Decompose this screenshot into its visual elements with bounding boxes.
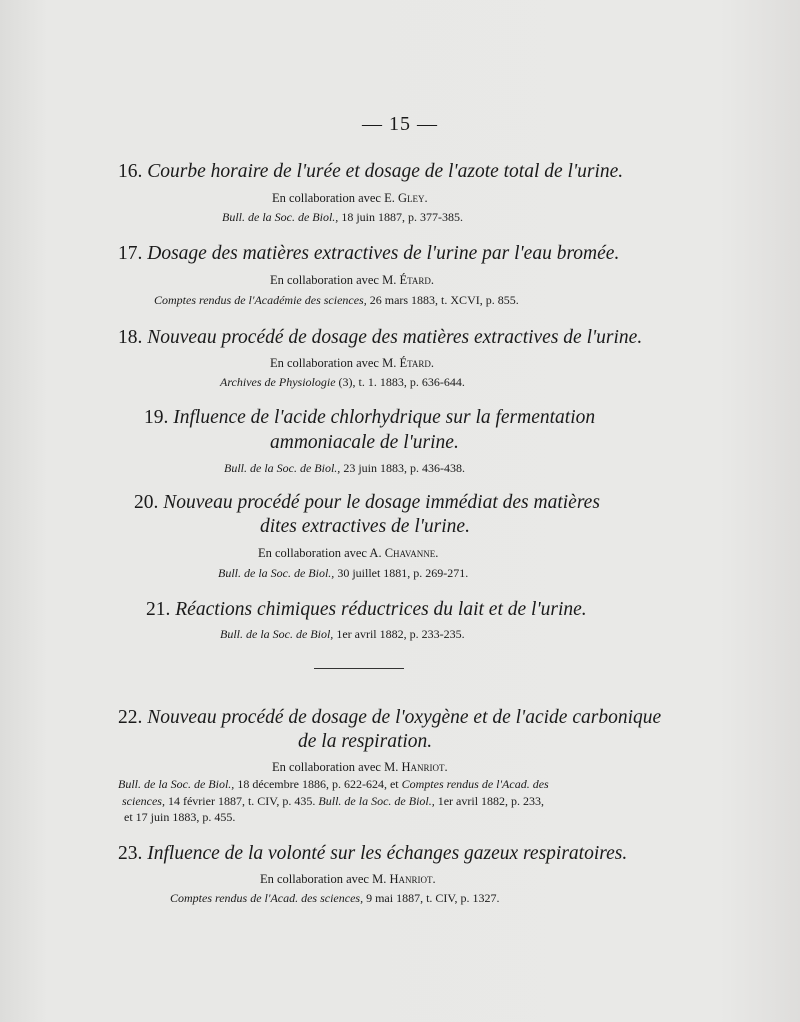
reference-line	[222, 210, 463, 225]
entry-title	[134, 491, 600, 515]
collaboration-prefix: En collaboration avec M.	[270, 273, 397, 287]
journal-name: Bull. de la Soc. de Biol.,	[224, 461, 341, 475]
reference-details: 1er avril 1882, p. 233-235.	[336, 627, 465, 641]
entry-title	[118, 842, 627, 866]
entry-title-continued: dites extractives de l'urine.	[260, 516, 470, 537]
reference-details: 18 décembre 1886, p. 622-624, et	[237, 777, 399, 791]
reference-line	[220, 375, 465, 390]
journal-name: Bull. de la Soc. de Biol.,	[118, 777, 235, 791]
reference-details: 23 juin 1883, p. 436-438.	[343, 461, 465, 475]
reference-block	[118, 776, 618, 826]
collaboration-line	[272, 191, 428, 206]
journal-name: Bull. de la Soc. de Biol.,	[222, 210, 339, 224]
collaboration-prefix: En collaboration avec M.	[270, 356, 397, 370]
collaboration-prefix: En collaboration avec E.	[272, 191, 395, 205]
journal-name: sciences,	[122, 793, 165, 808]
entry-title	[118, 706, 661, 730]
collaborator-name: Étard.	[399, 273, 435, 287]
collaboration-prefix: En collaboration avec M.	[272, 760, 399, 774]
reference-line-2	[118, 793, 618, 810]
collaborator-name: Hanriot.	[389, 872, 436, 886]
reference-details: (3), t. 1. 1883, p. 636-644.	[338, 375, 465, 389]
reference-details: 26 mars 1883, t. XCVI, p. 855.	[369, 293, 519, 307]
entry-title-text: Nouveau procédé de dosage de l'oxygène et de l'acide carbonique	[147, 707, 662, 728]
entry-number: 19.	[144, 407, 169, 428]
entry-title-text: Nouveau procédé pour le dosage immédiat des matières	[163, 492, 600, 513]
entry-title	[144, 406, 595, 430]
entry-number: 18.	[118, 327, 143, 348]
journal-name: Bull. de la Soc. de Biol.,	[218, 566, 335, 580]
entry-title-continued: ammoniacale de l'urine.	[270, 432, 459, 453]
collaboration-line	[272, 760, 448, 775]
reference-details: 18 juin 1887, p. 377-385.	[341, 210, 463, 224]
journal-name: Bull. de la Soc. de Biol,	[220, 627, 334, 641]
reference-line	[224, 461, 465, 476]
collaborator-name: Chavanne.	[384, 546, 439, 560]
collaboration-prefix: En collaboration avec M.	[260, 872, 387, 886]
reference-line-3: et 17 juin 1883, p. 455.	[124, 810, 236, 824]
collaboration-line	[258, 546, 438, 561]
page-number: — 15 —	[362, 113, 438, 135]
reference-line	[154, 293, 519, 308]
collaborator-name: Étard.	[399, 356, 435, 370]
section-divider	[314, 668, 404, 669]
reference-details: 30 juillet 1881, p. 269-271.	[337, 566, 469, 580]
entry-title	[146, 598, 587, 622]
collaborator-name: Gley.	[398, 191, 428, 205]
entry-title-text: Influence de l'acide chlorhydrique sur la fermentation	[173, 407, 596, 428]
entry-title-text: Nouveau procédé de dosage des matières extractives de l'urine.	[147, 327, 643, 348]
collaboration-line	[270, 273, 434, 288]
entry-number: 23.	[118, 843, 143, 864]
reference-line	[218, 566, 468, 581]
entry-number: 21.	[146, 599, 171, 620]
collaboration-line	[260, 872, 436, 887]
entry-number: 20.	[134, 492, 159, 513]
entry-title	[118, 242, 619, 266]
entry-title-text: Réactions chimiques réductrices du lait et de l'urine.	[175, 599, 587, 620]
entry-title	[118, 160, 623, 184]
reference-line	[220, 627, 465, 642]
entry-number: 22.	[118, 707, 143, 728]
reference-details: 9 mai 1887, t. CIV, p. 1327.	[366, 891, 500, 905]
entry-title-text: Courbe horaire de l'urée et dosage de l'azote total de l'urine.	[147, 161, 624, 182]
entry-title-continued: de la respiration.	[298, 731, 433, 752]
collaboration-prefix: En collaboration avec A.	[258, 546, 382, 560]
entry-number: 17.	[118, 243, 143, 264]
entry-title-text: Dosage des matières extractives de l'urine par l'eau bromée.	[147, 243, 620, 264]
entry-title	[118, 326, 642, 350]
reference-details: 1er avril 1882, p. 233,	[437, 793, 545, 808]
journal-name: Bull. de la Soc. de Biol.,	[318, 793, 435, 808]
journal-name: Comptes rendus de l'Acad. des	[401, 777, 549, 791]
reference-details: 14 février 1887, t. CIV, p. 435.	[167, 793, 316, 808]
collaboration-line	[270, 356, 434, 371]
entry-number: 16.	[118, 161, 143, 182]
reference-line	[170, 891, 500, 906]
reference-line-1	[118, 776, 618, 793]
entry-title-text: Influence de la volonté sur les échanges gazeux respiratoires.	[147, 843, 628, 864]
collaborator-name: Hanriot.	[401, 760, 448, 774]
journal-name: Archives de Physiologie	[220, 375, 336, 389]
journal-name: Comptes rendus de l'Académie des sciences,	[154, 293, 367, 307]
journal-name: Comptes rendus de l'Acad. des sciences,	[170, 891, 364, 905]
